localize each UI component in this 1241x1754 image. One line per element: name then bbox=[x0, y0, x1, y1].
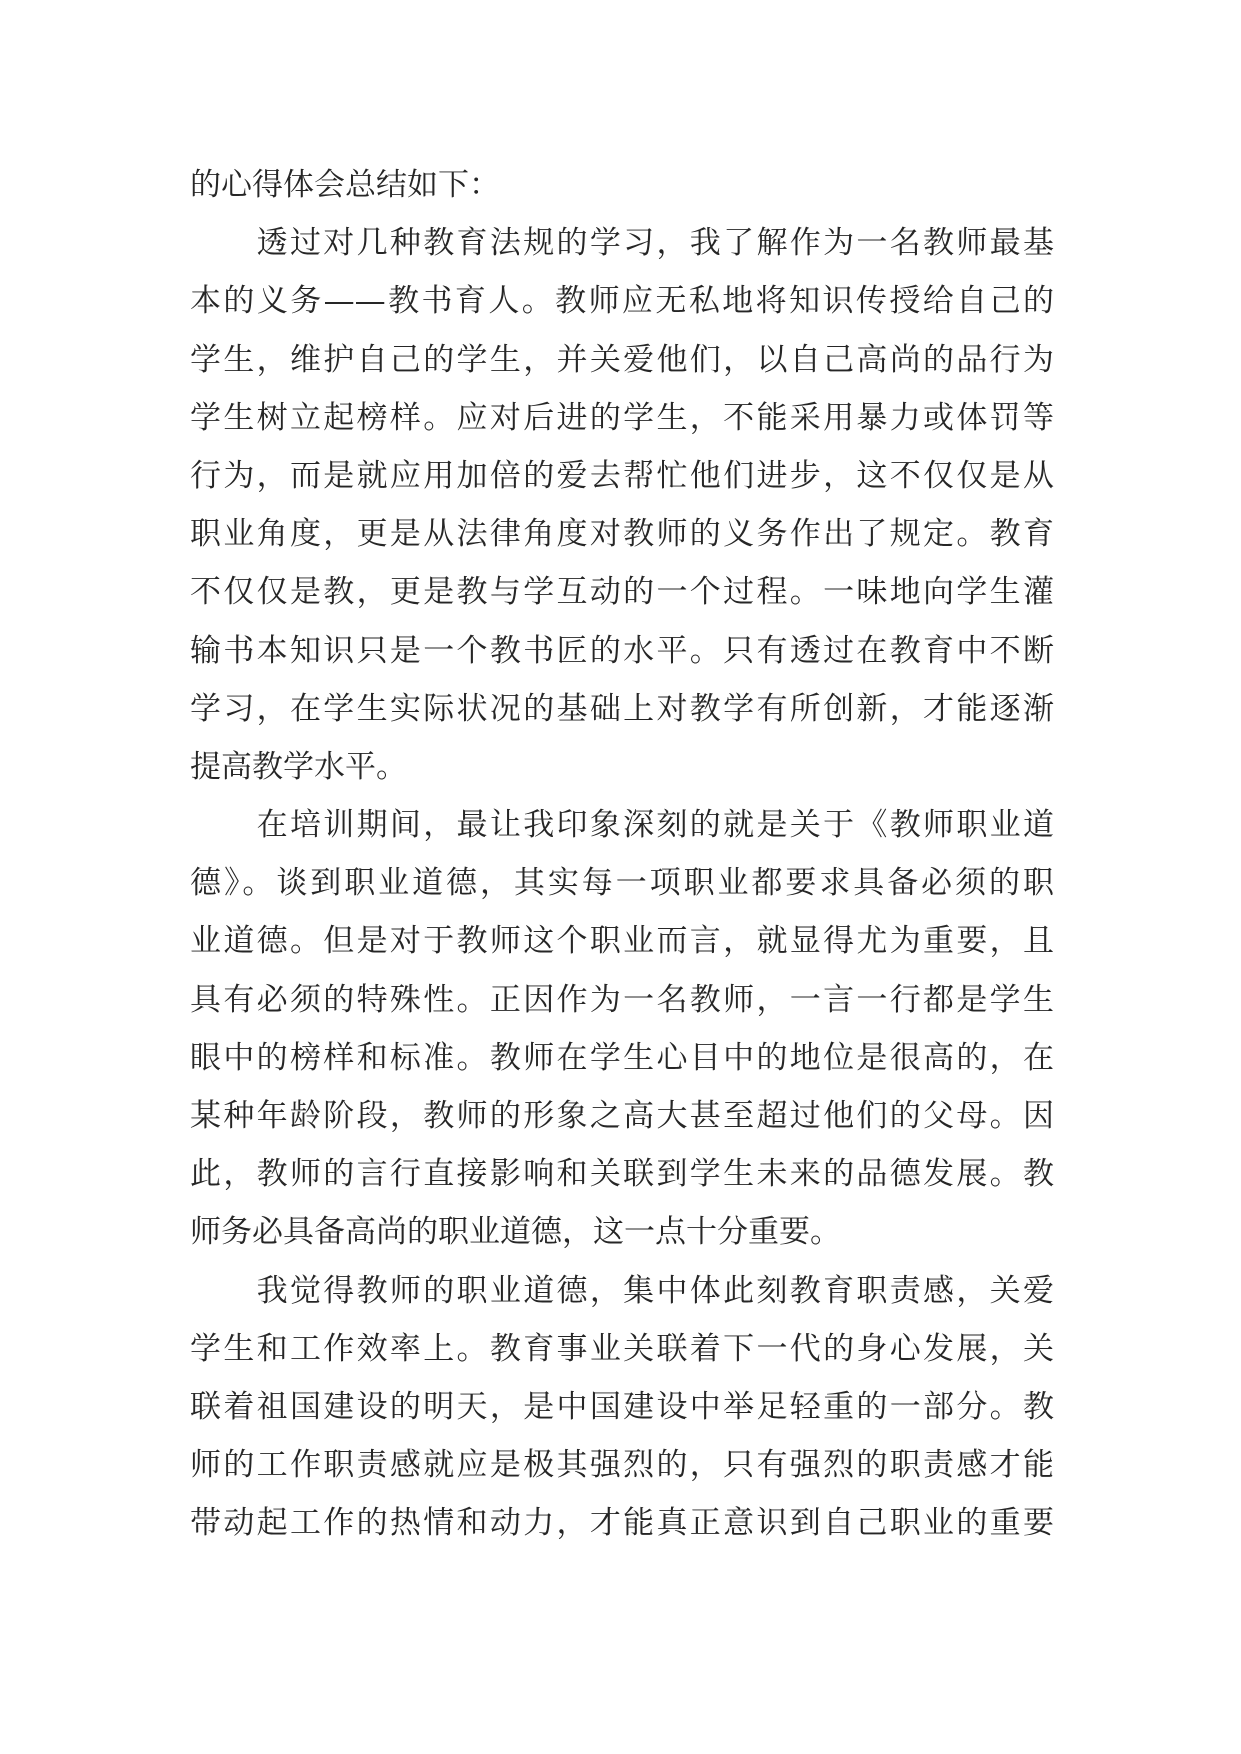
text-line: 德》。谈到职业道德，其实每一项职业都要求具备必须的职 bbox=[190, 865, 1054, 902]
text-line: 提高教学水平。 bbox=[190, 748, 407, 785]
text-line: 输书本知识只是一个教书匠的水平。只有透过在教育中不断 bbox=[190, 632, 1054, 669]
text-line: 不仅仅是教，更是教与学互动的一个过程。一味地向学生灌 bbox=[190, 574, 1054, 611]
text-line: 学生和工作效率上。教育事业关联着下一代的身心发展，关 bbox=[190, 1330, 1054, 1367]
text-line: 师务必具备高尚的职业道德，这一点十分重要。 bbox=[190, 1214, 841, 1251]
text-line: 本的义务——教书育人。教师应无私地将知识传授给自己的 bbox=[190, 283, 1054, 320]
text-line: 眼中的榜样和标准。教师在学生心目中的地位是很高的，在 bbox=[190, 1039, 1054, 1076]
text-line: 透过对几种教育法规的学习，我了解作为一名教师最基 bbox=[190, 225, 1054, 262]
text-line: 行为，而是就应用加倍的爱去帮忙他们进步，这不仅仅是从 bbox=[190, 457, 1054, 494]
body-text bbox=[190, 156, 1054, 1553]
text-line: 学习，在学生实际状况的基础上对教学有所创新，才能逐渐 bbox=[190, 690, 1054, 727]
text-line: 学生，维护自己的学生，并关爱他们，以自己高尚的品行为 bbox=[190, 341, 1054, 378]
text-line: 学生树立起榜样。应对后进的学生，不能采用暴力或体罚等 bbox=[190, 399, 1054, 436]
text-line: 业道德。但是对于教师这个职业而言，就显得尤为重要，且 bbox=[190, 923, 1054, 960]
text-line: 的心得体会总结如下： bbox=[190, 167, 500, 203]
text-line: 某种年龄阶段，教师的形象之高大甚至超过他们的父母。因 bbox=[190, 1098, 1054, 1134]
text-line: 具有必须的特殊性。正因作为一名教师，一言一行都是学生 bbox=[190, 981, 1054, 1018]
text-line: 在培训期间，最让我印象深刻的就是关于《教师职业道 bbox=[190, 807, 1054, 844]
text-line: 此，教师的言行直接影响和关联到学生未来的品德发展。教 bbox=[190, 1156, 1054, 1193]
text-line: 带动起工作的热情和动力，才能真正意识到自己职业的重要 bbox=[190, 1505, 1054, 1542]
text-line: 师的工作职责感就应是极其强烈的，只有强烈的职责感才能 bbox=[190, 1447, 1054, 1484]
text-line: 职业角度，更是从法律角度对教师的义务作出了规定。教育 bbox=[190, 516, 1054, 553]
text-line: 联着祖国建设的明天，是中国建设中举足轻重的一部分。教 bbox=[190, 1388, 1054, 1425]
text-line: 我觉得教师的职业道德，集中体此刻教育职责感，关爱 bbox=[190, 1272, 1054, 1309]
